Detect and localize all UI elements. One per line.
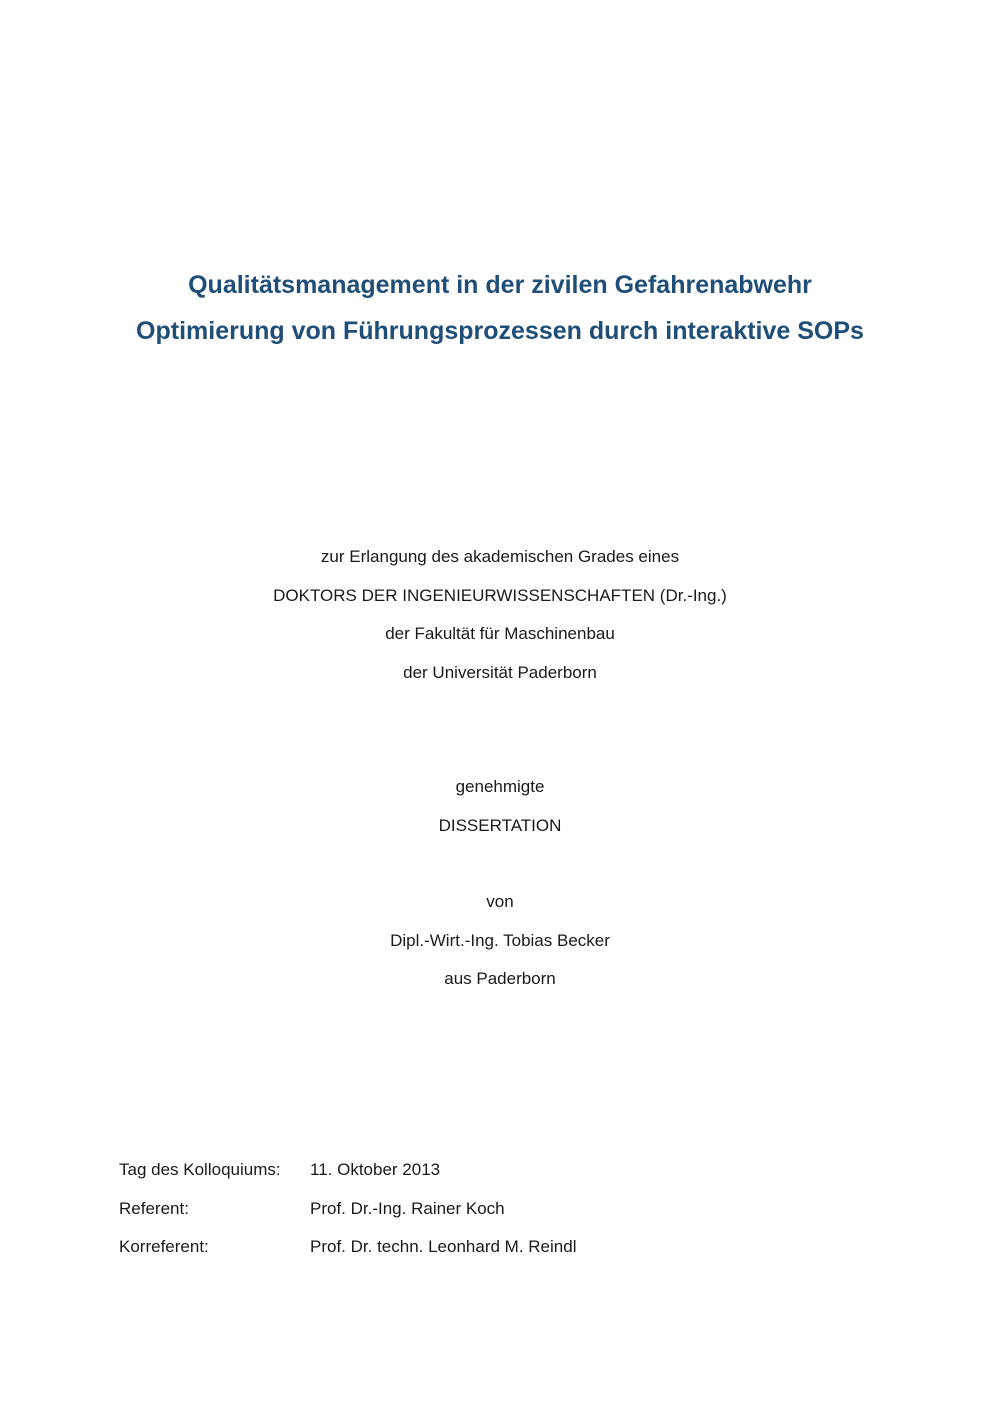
- university-line: der Universität Paderborn: [403, 662, 597, 682]
- degree-statement: [0, 538, 1000, 692]
- von-line: von: [486, 892, 514, 911]
- thesis-title: [0, 262, 1000, 354]
- author-origin: aus Paderborn: [444, 969, 556, 988]
- colloquium-date-value: 11. Oktober 2013: [310, 1160, 441, 1180]
- approved-line: genehmigte: [455, 777, 545, 796]
- referent-label: Referent:: [119, 1198, 189, 1218]
- referent-row: [119, 1190, 576, 1229]
- dissertation-line: DISSERTATION: [438, 815, 562, 835]
- author-name: Dipl.-Wirt.-Ing. Tobias Becker: [390, 930, 610, 950]
- colloquium-details: [119, 1151, 576, 1267]
- referent-value: Prof. Dr.-Ing. Rainer Koch: [310, 1198, 505, 1218]
- korreferent-row: [119, 1228, 576, 1267]
- faculty-line: der Fakultät für Maschinenbau: [385, 624, 615, 643]
- dissertation-statement: [0, 768, 1000, 845]
- degree-line-1: zur Erlangung des akademischen Grades eines: [320, 547, 680, 566]
- thesis-title-line-1: Qualitätsmanagement in der zivilen Gefahrenabwehr: [188, 271, 812, 299]
- author-statement: [0, 883, 1000, 999]
- degree-line-2: DOKTORS DER INGENIEURWISSENSCHAFTEN (Dr.-Ing.): [273, 585, 727, 605]
- korreferent-value: Prof. Dr. techn. Leonhard M. Reindl: [310, 1237, 577, 1257]
- colloquium-date-row: [119, 1151, 576, 1190]
- thesis-subtitle-line: Optimierung von Führungsprozessen durch interaktive SOPs: [136, 317, 864, 345]
- colloquium-date-label: Tag des Kolloquiums:: [119, 1160, 281, 1180]
- korreferent-label: Korreferent:: [119, 1237, 209, 1257]
